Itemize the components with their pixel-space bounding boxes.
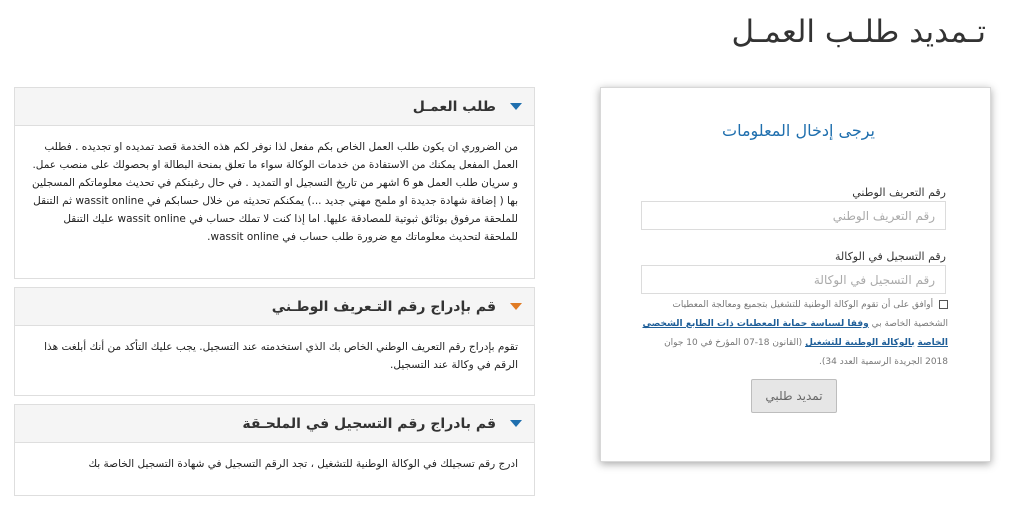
- panel-header-agency-registration[interactable]: [15, 405, 534, 443]
- panel-title: قم بإدراج رقم التـعريف الوطـني: [271, 298, 496, 315]
- page-title: تـمديد طلـب العمـل: [731, 14, 986, 50]
- panel-header-job-request[interactable]: [15, 88, 534, 126]
- panel-header-national-id[interactable]: [15, 288, 534, 326]
- chevron-down-icon: [510, 303, 522, 310]
- agency-reg-input[interactable]: [641, 265, 946, 294]
- panel-agency-registration: [14, 404, 535, 496]
- panel-body: ادرج رقم تسجيلك في الوكالة الوطنية للتشغيل ، تجد الرقم التسجيل في شهادة التسجيل الخاصة بك: [88, 458, 518, 470]
- form-heading: يرجى إدخال المعلومات: [722, 121, 875, 140]
- consent-checkbox[interactable]: [939, 300, 948, 309]
- consent-text: أوافق على أن تقوم الوكالة الوطنية للتشغيل بتجميع ومعالجة المعطيات الشخصية الخاصة بي: [672, 300, 948, 329]
- consent-block: [640, 296, 948, 372]
- panel-body: من الضروري ان يكون طلب العمل الخاص بكم مفعل لذا نوفر لكم هذه الخدمة قصد تمديده او تجديده . فطلب العمل المفعل يمكنك من الاستفادة من خدمات الوكالة سواء ما تعلق بمنحة البطالة او بحصولك على منصب عمل. و سريان طلب العمل هو 6 اشهر من تاريخ التسجيل او التمديد . في حال رغبتكم في تحديث معلوماتكم المسجلين بها ( إضافة شهادة جديدة او ملمح مهني جديد ...) يمكنكم تحديثه من خلال حسابكم في wassit online ثم التنقل للملحقة مرفوق بوثائق ثبوتية للمصادقة عليها. اما إذا كنت لا تملك حساب في wassit online عليك التنقل للملحقة لتحديث معلوماتك مع ضرورة طلب حساب في wassit online.: [31, 141, 518, 243]
- agency-link[interactable]: بالوكالة الوطنية للتشغيل: [805, 338, 915, 348]
- data-protection-policy-link[interactable]: وفقا لسياسة حماية المعطيات ذات الطابع الشخصي الخاصة: [642, 319, 948, 348]
- panel-title: طلب العمـل: [412, 98, 496, 115]
- national-id-label: رقم التعريف الوطني: [852, 186, 946, 199]
- panel-title: قم بادراج رقم التسجيل في الملحـقة: [242, 415, 496, 432]
- extend-request-button[interactable]: تمديد طلبي: [751, 379, 837, 413]
- chevron-down-icon: [510, 420, 522, 427]
- extension-form-card: [600, 87, 991, 462]
- panel-body: تقوم بإدراج رقم التعريف الوطني الخاص بك الذي استخدمته عند التسجيل. يجب عليك التأكد من أنك أبلغت هذا الرقم في وكالة عند التسجيل.: [44, 341, 518, 371]
- consent-law-reference: (القانون 18-07 المؤرخ في 10 جوان 2018 الجريدة الرسمية العدد 34).: [664, 338, 948, 367]
- chevron-down-icon: [510, 103, 522, 110]
- national-id-input[interactable]: [641, 201, 946, 230]
- panel-job-request: [14, 87, 535, 279]
- agency-reg-label: رقم التسجيل في الوكالة: [834, 250, 946, 263]
- panel-national-id: [14, 287, 535, 396]
